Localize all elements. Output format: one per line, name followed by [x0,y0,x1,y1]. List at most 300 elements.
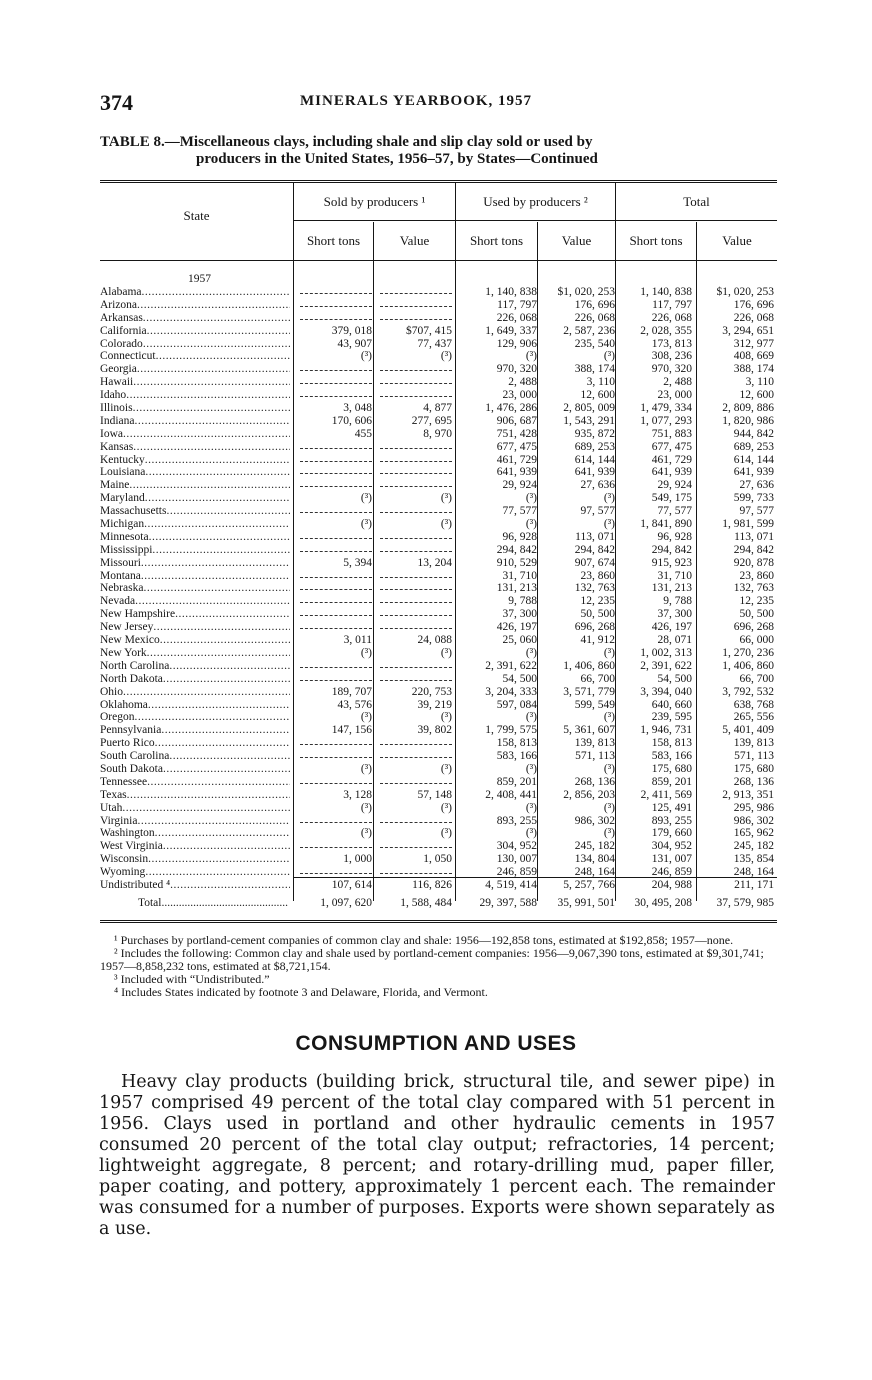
running-head: MINERALS YEARBOOK, 1957 [300,93,533,109]
table-cell: 12, 600 [739,389,774,402]
empty-cell-dash [300,473,372,474]
table-row [100,724,777,737]
table-cell: 3, 204, 333 [485,685,537,698]
empty-cell-dash [300,370,372,371]
empty-cell-dash [380,602,452,603]
table-top-rule [100,180,777,181]
table-cell: 12, 235 [739,595,774,608]
table-cell: 3, 110 [745,376,774,389]
table-cell: 1, 050 [423,853,452,866]
empty-cell-dash [380,383,452,384]
table-cell: 246, 859 [651,866,692,879]
table-row [100,621,777,634]
table-cell: 3, 011 [343,634,372,647]
table-cell: 113, 071 [734,530,774,543]
state-name: Arizona ..... [100,299,290,312]
table-cell: 1, 406, 860 [722,659,774,672]
table-row [100,802,777,815]
table-cell: 13, 204 [417,556,452,569]
table-cell: 308, 236 [651,350,692,363]
table-cell: (³) [360,518,372,531]
table-cell: 117, 797 [652,298,692,311]
table-cell: 39, 219 [417,698,452,711]
table-row [100,415,777,428]
caption-line-2: producers in the United States, 1956–57, by States—Continued [196,151,598,167]
table-cell: 175, 680 [733,762,774,775]
table-cell: 226, 068 [496,311,537,324]
table-cell: 408, 669 [733,350,774,363]
table-cell: 235, 540 [574,337,615,350]
state-name: Nebraska ..... [100,582,290,595]
table-row [100,363,777,376]
table-cell: 1, 946, 731 [640,724,692,737]
table-cell: 31, 710 [657,569,692,582]
table-cell: 2, 488 [508,376,537,389]
table-bottom-rule [100,920,777,921]
state-name: Arkansas ..... [100,312,290,325]
table-cell: 29, 924 [657,479,692,492]
footnote: ⁴ Includes States indicated by footnote 3 and Delaware, Florida, and Vermont. [114,985,488,999]
table-cell: 599, 549 [574,698,615,711]
table-cell: 1, 406, 860 [563,659,615,672]
table-cell: 571, 113 [734,750,774,763]
empty-cell-dash [380,744,452,745]
table-cell: 689, 253 [574,440,615,453]
empty-cell-dash [380,615,452,616]
table-cell: (³) [440,762,452,775]
section-title: CONSUMPTION AND USES [295,1032,577,1055]
table-row [100,531,777,544]
empty-cell-dash [380,847,452,848]
table-cell: 31, 710 [502,569,537,582]
table-cell: 388, 174 [733,363,774,376]
state-name: Mississippi ..... [100,544,290,557]
table-cell: $1, 020, 253 [716,286,774,298]
table-cell: 2, 913, 351 [722,788,774,801]
table-cell: 1, 841, 890 [640,518,692,531]
table-cell: 641, 939 [651,466,692,479]
table-cell: 294, 842 [733,543,774,556]
table-cell: 1, 140, 838 [485,286,537,298]
table-cell: 859, 201 [651,775,692,788]
table-cell: 859, 201 [496,775,537,788]
table-cell: 97, 577 [739,505,774,518]
table-row [100,827,777,840]
table-top-rule-2 [100,182,777,183]
state-name: Montana ..... [100,570,290,583]
table-row [100,286,777,299]
table-cell: (³) [603,801,615,814]
state-name: Louisiana ..... [100,466,290,479]
table-cell: $707, 415 [406,324,452,337]
footnote: ³ Included with “Undistributed.” [114,972,270,986]
state-name: New Hampshire ..... [100,608,290,621]
table-cell: 906, 687 [496,414,537,427]
empty-cell-dash [300,551,372,552]
table-row [100,737,777,750]
table-cell: 614, 144 [574,453,615,466]
table-cell: 2, 856, 203 [563,788,615,801]
table-row [100,454,777,467]
empty-cell-dash [300,822,372,823]
table-cell: 1, 981, 599 [722,518,774,531]
empty-cell-dash [380,306,452,307]
caption-line-1: TABLE 8.—Miscellaneous clays, including shale and slip clay sold or used by [100,134,593,150]
table-cell: 54, 500 [502,672,537,685]
group-rule [293,220,777,221]
table-cell: (³) [525,711,537,724]
table-cell: (³) [360,350,372,363]
table-cell: 2, 809, 886 [722,402,774,415]
empty-cell-dash [380,589,452,590]
table-cell: 379, 018 [331,324,372,337]
table-cell: 43, 576 [337,698,372,711]
table-cell: (³) [440,801,452,814]
empty-cell-dash [380,577,452,578]
state-name: Wisconsin ..... [100,853,290,866]
table-cell: 2, 408, 441 [485,788,537,801]
table-cell: 77, 577 [502,505,537,518]
table-cell: 28, 071 [657,634,692,647]
state-name: Kentucky ..... [100,454,290,467]
table-cell: 158, 813 [651,737,692,750]
empty-cell-dash [380,873,452,874]
table-cell: 1, 077, 293 [640,414,692,427]
empty-cell-dash [300,383,372,384]
table-row [100,750,777,763]
table-row [100,505,777,518]
table-cell: 935, 872 [574,427,615,440]
table-cell: (³) [525,762,537,775]
table-cell: (³) [603,492,615,505]
empty-cell-dash [380,473,452,474]
empty-cell-dash [300,461,372,462]
empty-cell-dash [300,577,372,578]
col-header-state: State [183,208,210,223]
table-cell: 204, 988 [651,878,692,891]
group-header-used: Used by producers ² [483,194,588,209]
state-name: Massachusetts ..... [100,505,290,518]
table-cell: (³) [603,350,615,363]
total-cell: 1, 097, 620 [320,897,372,909]
empty-cell-dash [300,615,372,616]
state-name: Idaho ..... [100,389,290,402]
table-cell: (³) [360,827,372,840]
state-name: New York ..... [100,647,290,660]
table-cell: 173, 813 [651,337,692,350]
table-cell: 23, 000 [657,389,692,402]
state-name: Virginia ..... [100,815,290,828]
table-cell: 641, 939 [733,466,774,479]
state-name: Indiana ..... [100,415,290,428]
table-cell: 8, 970 [423,427,452,440]
table-cell: 1, 799, 575 [485,724,537,737]
table-cell: (³) [603,827,615,840]
table-cell: 37, 300 [657,608,692,621]
table-cell: 24, 088 [417,634,452,647]
table-cell: 239, 595 [651,711,692,724]
table-cell: 638, 768 [733,698,774,711]
table-cell: 131, 213 [651,582,692,595]
table-cell: 116, 826 [412,878,452,891]
table-cell: (³) [440,646,452,659]
table-cell: 189, 707 [331,685,372,698]
table-cell: 77, 577 [657,505,692,518]
empty-cell-dash [300,589,372,590]
table-cell: 158, 813 [496,737,537,750]
table-cell: (³) [360,492,372,505]
empty-cell-dash [300,486,372,487]
table-cell: 170, 606 [331,414,372,427]
table-cell: 5, 401, 409 [722,724,774,737]
sub-header: Short tons [629,233,683,248]
state-name: Connecticut ..... [100,350,290,363]
table-cell: 165, 962 [733,827,774,840]
empty-cell-dash [380,293,452,294]
total-label: Total ..... [138,897,288,909]
state-name: Hawaii ..... [100,376,290,389]
state-name: Michigan ..... [100,518,290,531]
table-row [100,312,777,325]
table-cell: 1, 140, 838 [640,286,692,298]
table-cell: 245, 182 [574,840,615,853]
table-cell: 970, 320 [651,363,692,376]
table-cell: 583, 166 [651,750,692,763]
empty-cell-dash [380,461,452,462]
table-cell: 461, 729 [496,453,537,466]
table-row [100,879,777,892]
footnotes [100,934,780,999]
state-name: Kansas ..... [100,441,290,454]
table-cell: 226, 068 [733,311,774,324]
table-cell: 41, 912 [580,634,615,647]
state-name: Oklahoma ..... [100,699,290,712]
state-name: Georgia ..... [100,363,290,376]
table-row [100,570,777,583]
table-cell: 910, 529 [496,556,537,569]
table-cell: (³) [525,801,537,814]
table-cell: (³) [525,492,537,505]
table-cell: 970, 320 [496,363,537,376]
table-cell: 66, 700 [580,672,615,685]
table-cell: 2, 391, 622 [640,659,692,672]
table-cell: 295, 986 [733,801,774,814]
table-cell: (³) [603,762,615,775]
body-paragraph: Heavy clay products (building brick, structural tile, and sewer pipe) in 1957 comprised 49 percent of the total clay compared with 51 percent in 1956. Clays used in portland and other hydraulic cements in 1957 consumed 20 percent of the total clay output; refractories, 14 percent; lightweight aggregate, 8 percent; and rotary-drilling mud, paper filler, paper coating, and pottery, approximately 1 percent each. The remainder was consumed for a number of purposes. Exports were shown separately as a use. [99,1072,775,1239]
table-cell: 3, 792, 532 [722,685,774,698]
table-row [100,350,777,363]
table-row [100,789,777,802]
table-cell: 39, 802 [417,724,452,737]
table-cell: (³) [603,711,615,724]
table-row [100,441,777,454]
table-row [100,634,777,647]
table-body [100,272,777,892]
table-cell: 5, 361, 607 [563,724,615,737]
table-cell: 1, 002, 313 [640,646,692,659]
table-cell: 5, 257, 766 [563,878,615,891]
empty-cell-dash [380,628,452,629]
table-cell: 246, 859 [496,866,537,879]
table-cell: 920, 878 [733,556,774,569]
table-cell: 4, 877 [423,402,452,415]
empty-cell-dash [300,319,372,320]
table-cell: 455 [354,427,372,440]
table-cell: (³) [440,827,452,840]
empty-cell-dash [300,306,372,307]
table-row [100,711,777,724]
table-row [100,518,777,531]
table-cell: 641, 939 [574,466,615,479]
table-cell: 211, 171 [734,878,774,891]
table-cell: 1, 479, 334 [640,402,692,415]
table-row [100,428,777,441]
total-cell: 37, 579, 985 [716,897,774,909]
table-cell: (³) [525,646,537,659]
empty-cell-dash [380,822,452,823]
sub-header: Short tons [306,233,361,248]
table-cell: 426, 197 [651,621,692,634]
table-row [100,376,777,389]
table-cell: 125, 491 [651,801,692,814]
table-cell: 599, 733 [733,492,774,505]
state-name: Undistributed ⁴ ..... [100,879,290,892]
table-cell: 29, 924 [502,479,537,492]
table-cell: 986, 302 [733,814,774,827]
table-row [100,402,777,415]
table-cell: 640, 660 [651,698,692,711]
table-row [100,647,777,660]
total-row [100,897,777,913]
empty-cell-dash [300,628,372,629]
table-cell: 597, 084 [496,698,537,711]
table-cell: 1, 270, 236 [722,646,774,659]
table-cell: 268, 136 [733,775,774,788]
table-cell: 77, 437 [417,337,452,350]
table-row [100,840,777,853]
table-cell: 3, 128 [343,788,372,801]
sub-header: Value [561,233,592,248]
table-cell: 50, 500 [739,608,774,621]
table-cell: 43, 907 [337,337,372,350]
table-cell: 226, 068 [574,311,615,324]
table-cell: 1, 820, 986 [722,414,774,427]
table-cell: 614, 144 [733,453,774,466]
table-cell: 23, 860 [580,569,615,582]
table-row [100,299,777,312]
table-cell: 304, 952 [496,840,537,853]
table-cell: 139, 813 [733,737,774,750]
state-name: Pennsylvania ..... [100,724,290,737]
table-cell: (³) [360,801,372,814]
state-name: Illinois ..... [100,402,290,415]
table-cell: 1, 649, 337 [485,324,537,337]
table-cell: 66, 700 [739,672,774,685]
state-name: Puerto Rico ..... [100,737,290,750]
empty-cell-dash [300,783,372,784]
state-name: Texas ..... [100,789,290,802]
table-cell: (³) [525,827,537,840]
state-name: Oregon ..... [100,711,290,724]
table-row [100,866,777,879]
header-bottom-rule [100,260,777,261]
state-name: Iowa ..... [100,428,290,441]
table-cell: 139, 813 [574,737,615,750]
table-cell: 3, 048 [343,402,372,415]
table-cell: 50, 500 [580,608,615,621]
table-cell: (³) [603,646,615,659]
empty-cell-dash [300,512,372,513]
empty-cell-dash [380,319,452,320]
table-cell: 696, 268 [733,621,774,634]
table-row [100,582,777,595]
table-cell: 131, 007 [651,853,692,866]
empty-cell-dash [300,602,372,603]
state-name: South Carolina ..... [100,750,290,763]
table-cell: 132, 763 [733,582,774,595]
table-cell: 304, 952 [651,840,692,853]
table-cell: (³) [440,350,452,363]
state-name: Washington ..... [100,827,290,840]
table-cell: 549, 175 [651,492,692,505]
table-cell: 1, 476, 286 [485,402,537,415]
empty-cell-dash [380,757,452,758]
table-row [100,853,777,866]
table-cell: 388, 174 [574,363,615,376]
table-cell: 1, 000 [343,853,372,866]
table-cell: 277, 695 [411,414,452,427]
table-cell: 96, 928 [657,530,692,543]
table-cell: 2, 805, 009 [563,402,615,415]
page-header [100,90,780,115]
table-cell: 268, 136 [574,775,615,788]
empty-cell-dash [380,551,452,552]
empty-cell-dash [380,396,452,397]
table-cell: 294, 842 [496,543,537,556]
table-cell: (³) [440,492,452,505]
table-cell: 265, 556 [733,711,774,724]
empty-cell-dash [380,680,452,681]
table-cell: 696, 268 [574,621,615,634]
table-cell: 176, 696 [574,298,615,311]
table-cell: 5, 394 [343,556,372,569]
table-row [100,595,777,608]
state-name: Ohio ..... [100,686,290,699]
table-cell: 66, 000 [739,634,774,647]
table-cell: 226, 068 [651,311,692,324]
table-cell: 893, 255 [651,814,692,827]
table-cell: 3, 394, 040 [640,685,692,698]
table-cell: 9, 788 [508,595,537,608]
empty-cell-dash [380,512,452,513]
sub-header: Value [722,233,752,248]
table-cell: 113, 071 [575,530,615,543]
table-cell: (³) [603,518,615,531]
table-cell: $1, 020, 253 [557,286,615,298]
table-row [100,492,777,505]
table-cell: 134, 804 [574,853,615,866]
table-cell: 751, 883 [651,427,692,440]
table-cell: 915, 923 [651,556,692,569]
sub-header: Value [399,233,430,248]
table-cell: 907, 674 [574,556,615,569]
table-row [100,479,777,492]
table-row [100,338,777,351]
table-row [100,699,777,712]
table-cell: 2, 587, 236 [563,324,615,337]
table-cell: 147, 156 [331,724,372,737]
table-cell: 2, 488 [663,376,692,389]
